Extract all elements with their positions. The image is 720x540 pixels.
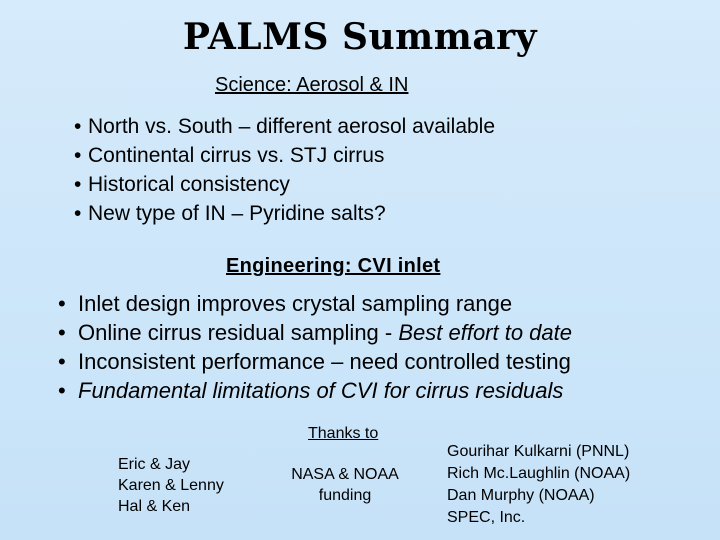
thanks-collaborator: SPEC, Inc. bbox=[447, 509, 526, 526]
list-item bbox=[58, 289, 572, 318]
thanks-name: Hal & Ken bbox=[118, 498, 191, 515]
thanks-collaborator: Gourihar Kulkarni (PNNL) bbox=[447, 443, 630, 460]
engineering-bullet-list bbox=[58, 289, 572, 405]
thanks-collaborator: Rich Mc.Laughlin (NOAA) bbox=[447, 465, 631, 482]
list-item-text bbox=[78, 320, 572, 345]
list-item bbox=[74, 199, 495, 228]
bullet-icon: • bbox=[74, 173, 82, 196]
bullet-icon: • bbox=[58, 291, 66, 316]
list-item-text: Historical consistency bbox=[88, 173, 290, 196]
thanks-funding-column bbox=[270, 464, 420, 506]
list-item-text: North vs. South – different aerosol available bbox=[88, 115, 496, 138]
list-item-text: Inconsistent performance – need controlled testing bbox=[78, 349, 571, 374]
thanks-funder: funding bbox=[318, 487, 372, 504]
thanks-name: Karen & Lenny bbox=[118, 477, 224, 494]
list-item bbox=[74, 141, 495, 170]
science-bullet-list bbox=[74, 112, 495, 228]
list-item bbox=[74, 170, 495, 199]
slide-title: PALMS Summary bbox=[182, 16, 538, 58]
bullet-icon: • bbox=[74, 202, 82, 225]
thanks-name: Eric & Jay bbox=[118, 456, 191, 473]
bullet-icon: • bbox=[74, 144, 82, 167]
list-item-text: Continental cirrus vs. STJ cirrus bbox=[88, 144, 385, 167]
bullet-icon: • bbox=[58, 378, 66, 403]
list-item bbox=[58, 347, 572, 376]
bullet-icon: • bbox=[74, 115, 82, 138]
bullet-icon: • bbox=[58, 320, 66, 345]
list-item-text-emphasis: Best effort to date bbox=[398, 320, 573, 345]
thanks-collaborator: Dan Murphy (NOAA) bbox=[447, 487, 595, 504]
bullet-icon: • bbox=[58, 349, 66, 374]
thanks-heading: Thanks to bbox=[308, 425, 379, 442]
list-item-text-plain: Online cirrus residual sampling - bbox=[78, 320, 399, 345]
list-item bbox=[58, 376, 572, 405]
thanks-people-column bbox=[118, 454, 224, 517]
list-item-text: Fundamental limitations of CVI for cirrus residuals bbox=[78, 378, 564, 403]
engineering-heading: Engineering: CVI inlet bbox=[226, 255, 441, 277]
thanks-funder: NASA & NOAA bbox=[291, 466, 399, 483]
list-item-text: New type of IN – Pyridine salts? bbox=[88, 202, 386, 225]
thanks-collaborators-column bbox=[447, 441, 630, 529]
list-item-text: Inlet design improves crystal sampling range bbox=[78, 291, 513, 316]
list-item bbox=[74, 112, 495, 141]
list-item bbox=[58, 318, 572, 347]
science-heading: Science: Aerosol & IN bbox=[215, 74, 409, 96]
